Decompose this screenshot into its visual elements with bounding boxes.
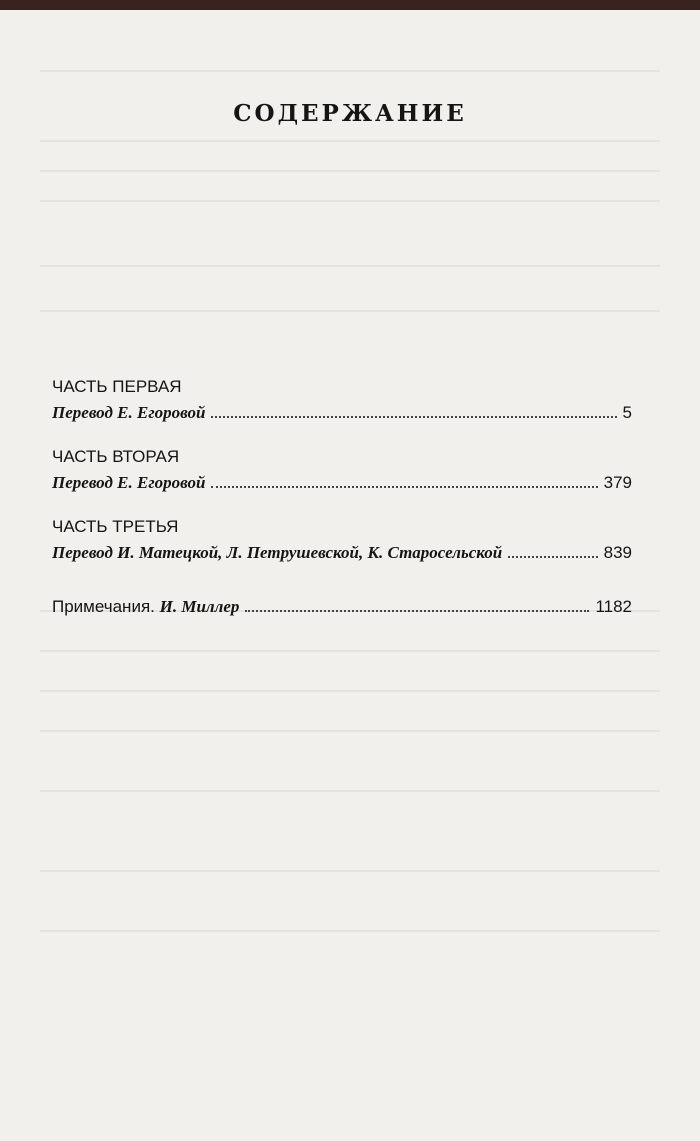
bleed-through-line: [40, 140, 660, 142]
book-page: [0, 10, 700, 1141]
toc-part-3: [52, 514, 632, 566]
bleed-through-line: [40, 200, 660, 202]
dot-leader: [211, 486, 597, 488]
bleed-through-line: [40, 870, 660, 872]
toc-translator: Перевод Е. Егоровой: [52, 473, 206, 492]
dot-leader: [245, 610, 589, 612]
toc-page-number: 379: [603, 473, 632, 492]
table-of-contents: [52, 374, 632, 620]
notes-author: И. Миллер: [159, 597, 240, 616]
bleed-through-line: [40, 730, 660, 732]
dot-leader: [508, 556, 597, 558]
notes-label: Примечания.: [52, 597, 155, 616]
toc-entry-notes[interactable]: [52, 594, 632, 620]
book-top-edge: [0, 0, 700, 10]
toc-page-number: 839: [603, 543, 632, 562]
bleed-through-line: [40, 690, 660, 692]
toc-notes-label: [52, 594, 239, 620]
bleed-through-line: [40, 170, 660, 172]
bleed-through-line: [40, 265, 660, 267]
toc-entry[interactable]: [52, 470, 632, 496]
toc-translator: Перевод И. Матецкой, Л. Петрушевской, К. Старосельской: [52, 543, 503, 562]
toc-part-title: ЧАСТЬ ТРЕТЬЯ: [52, 517, 179, 536]
bleed-through-line: [40, 930, 660, 932]
bleed-through-line: [40, 650, 660, 652]
page-title: СОДЕРЖАНИЕ: [233, 100, 467, 127]
spacer: [52, 584, 632, 594]
toc-page-number: 5: [622, 403, 632, 422]
toc-part-title: ЧАСТЬ ВТОРАЯ: [52, 447, 180, 466]
toc-part-1: [52, 374, 632, 426]
toc-entry[interactable]: [52, 540, 632, 566]
toc-entry[interactable]: [52, 400, 632, 426]
toc-part-title: ЧАСТЬ ПЕРВАЯ: [52, 377, 182, 396]
toc-translator: Перевод Е. Егоровой: [52, 403, 206, 422]
toc-page-number: 1182: [595, 597, 632, 616]
toc-part-2: [52, 444, 632, 496]
bleed-through-line: [40, 70, 660, 72]
dot-leader: [211, 416, 616, 418]
bleed-through-line: [40, 310, 660, 312]
bleed-through-line: [40, 790, 660, 792]
